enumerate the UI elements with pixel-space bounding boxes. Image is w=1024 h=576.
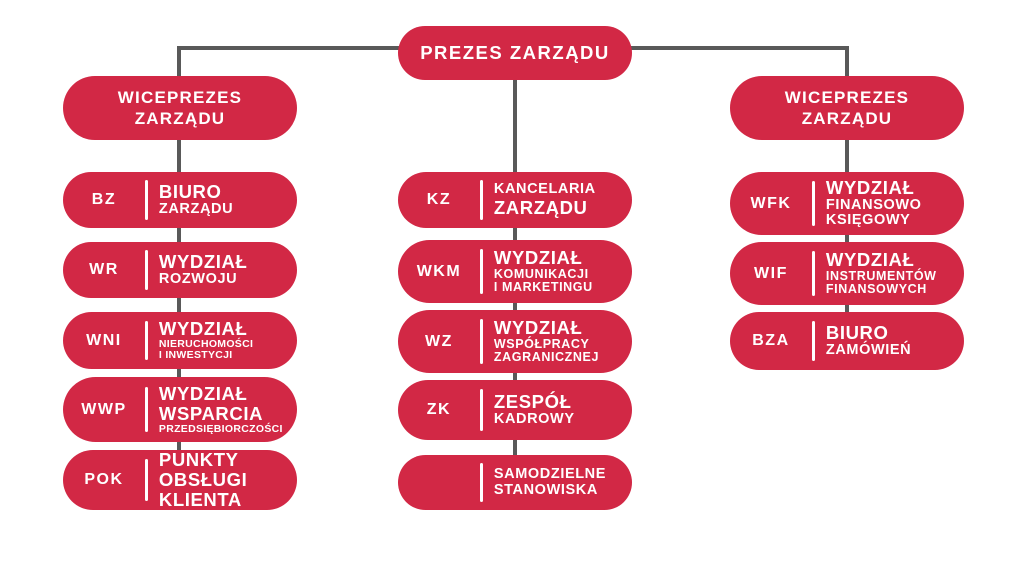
dept-name-line: NIERUCHOMOŚCI xyxy=(158,338,254,351)
dept-name-line: ZAGRANICZNEJ xyxy=(493,350,600,365)
node-label: WICEPREZES xyxy=(117,87,243,107)
dept-name-line: ZARZĄDU xyxy=(493,196,588,218)
dept-name-line: KSIĘGOWY xyxy=(825,212,911,229)
dept-name xyxy=(815,250,964,297)
dept-name-line: WYDZIAŁ xyxy=(158,382,248,404)
node-pok-punkty-obslugi xyxy=(63,450,297,510)
dept-name xyxy=(483,248,632,295)
dept-code: BZ xyxy=(91,191,117,208)
dept-name-line: ZARZĄDU xyxy=(158,201,234,218)
node-label: PREZES ZARZĄDU xyxy=(420,42,610,63)
node-wkm-wydzial-komunikacji xyxy=(398,240,632,303)
dept-name xyxy=(148,319,297,362)
dept-code: WNI xyxy=(86,331,122,349)
node-samodzielne-stanowiska xyxy=(398,455,632,510)
dept-name xyxy=(483,467,632,498)
dept-name-line: SAMODZIELNE xyxy=(493,465,607,482)
dept-name-line: I INWESTYCJI xyxy=(158,349,233,362)
dept-name-line: WYDZIAŁ xyxy=(825,176,915,198)
dept-name-line: INSTRUMENTÓW xyxy=(825,268,937,283)
node-bza-biuro-zamowien xyxy=(730,312,964,370)
node-label: ZARZĄDU xyxy=(801,109,893,128)
dept-name-line: WYDZIAŁ xyxy=(493,317,583,339)
node-wr-wydzial-rozwoju xyxy=(63,242,297,298)
node-zk-zespol-kadrowy xyxy=(398,380,632,440)
dept-name xyxy=(148,252,297,288)
dept-name-line: OBSŁUGI xyxy=(158,469,248,491)
dept-name-line: STANOWISKA xyxy=(493,481,598,498)
dept-name xyxy=(483,318,632,365)
dept-code: ZK xyxy=(426,401,452,418)
dept-name-line: FINANSOWO xyxy=(825,196,922,213)
node-kz-kancelaria-zarzadu xyxy=(398,172,632,228)
dept-code: BZA xyxy=(752,332,790,349)
dept-name xyxy=(148,450,297,510)
dept-name-line: WYDZIAŁ xyxy=(158,318,248,340)
node-wiceprezes-left xyxy=(63,76,297,140)
dept-name-line: ZESPÓŁ xyxy=(493,391,572,413)
dept-name-line: WSPARCIA xyxy=(158,402,264,424)
dept-name xyxy=(815,178,964,229)
dept-name-line: KADROWY xyxy=(493,411,575,428)
dept-code: POK xyxy=(84,471,124,488)
dept-code: WFK xyxy=(750,194,792,212)
node-wiceprezes-right xyxy=(730,76,964,140)
dept-name xyxy=(483,392,632,428)
dept-name-line: PRZEDSIĘBIORCZOŚCI xyxy=(158,422,283,435)
dept-name-line: WYDZIAŁ xyxy=(825,249,915,271)
node-bz-biuro-zarzadu xyxy=(63,172,297,228)
dept-name xyxy=(483,182,632,218)
dept-code: WR xyxy=(89,261,119,278)
node-label: WICEPREZES xyxy=(784,87,910,107)
node-wwp-wydzial-wsparcia xyxy=(63,377,297,442)
dept-name-line: PUNKTY xyxy=(158,449,239,471)
dept-name xyxy=(148,182,297,218)
dept-name-line: WSPÓŁPRACY xyxy=(493,336,590,351)
node-wif-wydzial-instrumentow xyxy=(730,242,964,305)
dept-code: WWP xyxy=(81,400,127,418)
dept-code: WKM xyxy=(416,262,462,280)
dept-code: KZ xyxy=(426,191,452,208)
dept-name xyxy=(815,323,964,359)
node-label: ZARZĄDU xyxy=(134,109,226,128)
dept-code: WZ xyxy=(425,332,453,350)
dept-name-line: KANCELARIA xyxy=(493,181,596,198)
dept-name-line: KOMUNIKACJI xyxy=(493,266,589,281)
node-wni-wydzial-nieruchomosci xyxy=(63,312,297,369)
dept-code: WIF xyxy=(754,264,788,282)
dept-name-line: ROZWOJU xyxy=(158,271,238,288)
dept-name-line: BIURO xyxy=(158,181,222,203)
dept-name-line: BIURO xyxy=(825,322,889,344)
dept-name-line: WYDZIAŁ xyxy=(493,247,583,269)
node-prezes-zarzadu xyxy=(398,26,632,80)
node-wfk-wydzial-finansowo-ksiegowy xyxy=(730,172,964,235)
dept-name-line: FINANSOWYCH xyxy=(825,282,927,297)
dept-name xyxy=(148,384,297,435)
dept-name-line: I MARKETINGU xyxy=(493,280,593,295)
dept-name-line: WYDZIAŁ xyxy=(158,251,248,273)
dept-name-line: KLIENTA xyxy=(158,488,242,510)
node-wz-wydzial-wspolpracy xyxy=(398,310,632,373)
dept-name-line: ZAMÓWIEŃ xyxy=(825,342,912,359)
